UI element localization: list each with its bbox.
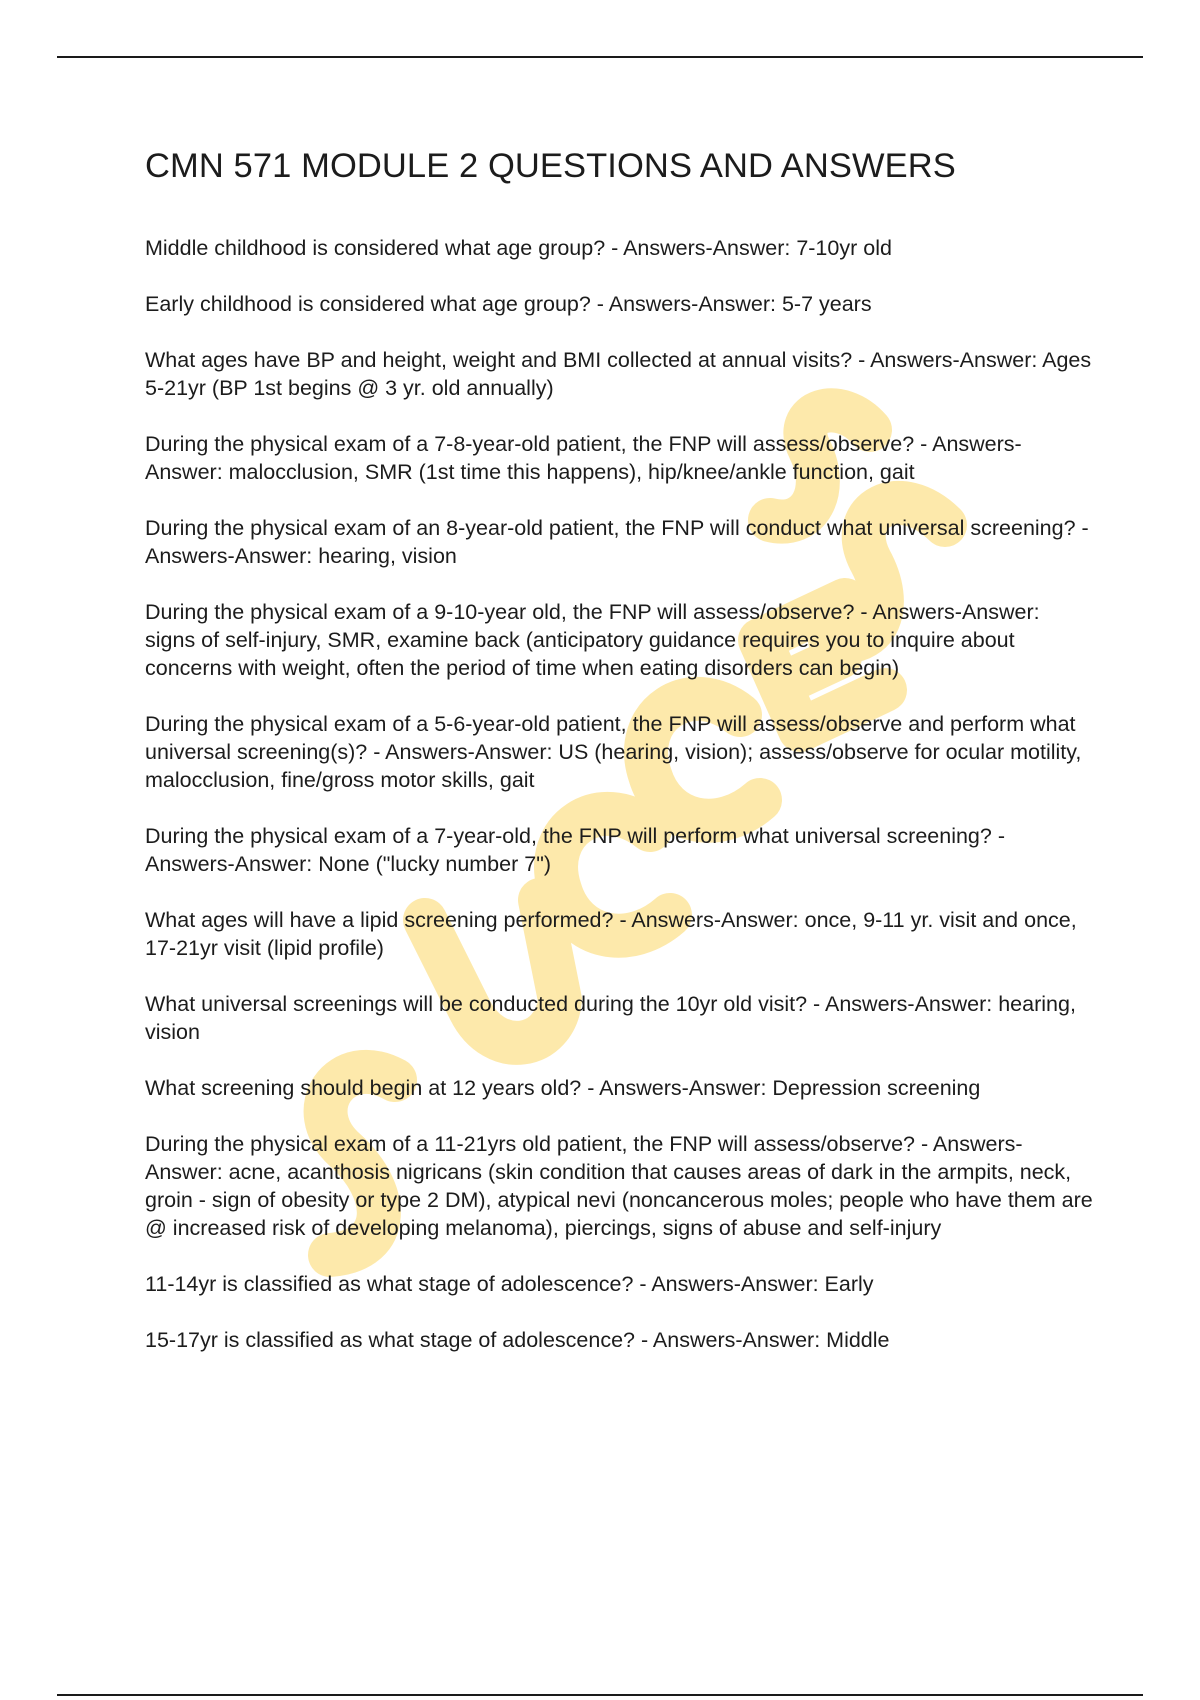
top-rule	[57, 56, 1143, 58]
qa-item: During the physical exam of a 9-10-year old, the FNP will assess/observe? - Answers-Answer: signs of self-injury, SMR, examine back (anticipatory guidance requires you to inquire about concerns with weight, often the period of time when eating disorders can begin)	[145, 600, 1040, 680]
bottom-rule	[57, 1694, 1143, 1696]
document-content	[145, 142, 1095, 1382]
qa-item: 15-17yr is classified as what stage of adolescence? - Answers-Answer: Middle	[145, 1328, 890, 1352]
qa-item: What universal screenings will be conducted during the 10yr old visit? - Answers-Answer: hearing, vision	[145, 992, 1076, 1044]
qa-item: Early childhood is considered what age group? - Answers-Answer: 5-7 years	[145, 292, 872, 316]
qa-item: During the physical exam of an 8-year-old patient, the FNP will conduct what universal screening? - Answers-Answer: hearing, vision	[145, 516, 1089, 568]
qa-item: Middle childhood is considered what age group? - Answers-Answer: 7-10yr old	[145, 236, 892, 260]
qa-item: During the physical exam of a 7-8-year-old patient, the FNP will assess/observe? - Answers-Answer: malocclusion, SMR (1st time this happens), hip/knee/ankle function, gait	[145, 432, 1022, 484]
document-title: CMN 571 MODULE 2 QUESTIONS AND ANSWERS	[145, 147, 956, 185]
qa-item: During the physical exam of a 7-year-old, the FNP will perform what universal screening? - Answers-Answer: None ("lucky number 7")	[145, 824, 1005, 876]
qa-item: During the physical exam of a 5-6-year-old patient, the FNP will assess/observe and perform what universal screening(s)? - Answers-Answer: US (hearing, vision); assess/observe for ocular motility, malocclusion, fine/gross motor skills, gait	[145, 712, 1082, 792]
qa-list	[145, 234, 1095, 1354]
qa-item: What screening should begin at 12 years old? - Answers-Answer: Depression screening	[145, 1076, 981, 1100]
qa-item: What ages have BP and height, weight and BMI collected at annual visits? - Answers-Answer: Ages 5-21yr (BP 1st begins @ 3 yr. old annually)	[145, 348, 1092, 400]
qa-item: What ages will have a lipid screening performed? - Answers-Answer: once, 9-11 yr. visit and once, 17-21yr visit (lipid profile)	[145, 908, 1077, 960]
qa-item: 11-14yr is classified as what stage of adolescence? - Answers-Answer: Early	[145, 1272, 874, 1296]
qa-item: During the physical exam of a 11-21yrs old patient, the FNP will assess/observe? - Answers-Answer: acne, acanthosis nigricans (skin condition that causes areas of dark in the armpits, neck, groin - sign of obesity or type 2 DM), atypical nevi (noncancerous moles; people who have them are @ increased risk of developing melanoma), piercings, signs of abuse and self-injury	[145, 1132, 1093, 1240]
